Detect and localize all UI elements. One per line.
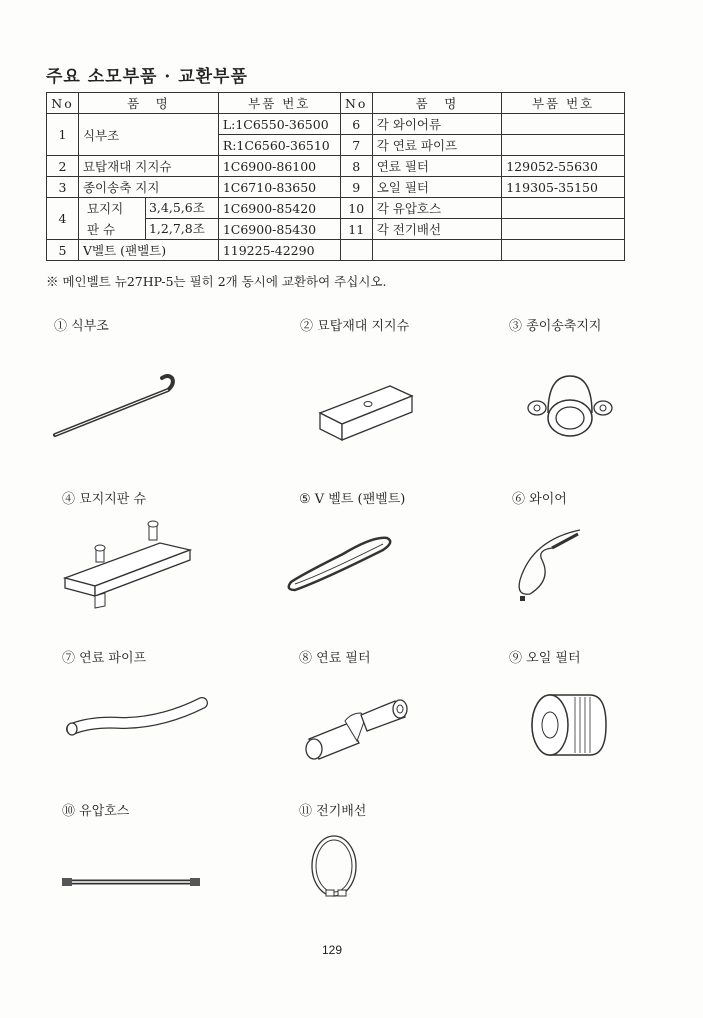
cell-part (502, 114, 625, 135)
cell-no: 9 (340, 177, 372, 198)
table-row (47, 156, 625, 177)
cell-no: 8 (340, 156, 372, 177)
caption-hydraulic-hose: ⑩ 유압호스 (62, 804, 130, 819)
v-belt-illustration (283, 530, 403, 596)
cell-no: 7 (340, 135, 372, 156)
table-header-row (47, 93, 625, 114)
parts-table (46, 92, 625, 261)
cell-sub: 3,4,5,6조 (146, 198, 218, 219)
cell-name: V벨트 (팬벨트) (78, 240, 218, 261)
cell-empty (372, 240, 502, 261)
cell-part (502, 198, 625, 219)
caption-planting-claw: ① 식부조 (54, 319, 109, 334)
seedling-support-shoe-illustration (60, 518, 195, 610)
cell-part: 1C6900-85420 (218, 198, 340, 219)
page-number: 129 (322, 943, 343, 957)
cell-part: 1C6900-85430 (218, 219, 340, 240)
wire-illustration (512, 520, 592, 610)
cell-name: 각 전기배선 (372, 219, 502, 240)
caption-feed-shaft-support: ③ 종이송축지지 (509, 319, 602, 334)
cell-no: 5 (47, 240, 79, 261)
cell-name: 오일 필터 (372, 177, 502, 198)
table-row (47, 114, 625, 135)
hydraulic-hose-illustration (60, 872, 202, 892)
cell-name: 각 유압호스 (372, 198, 502, 219)
caption-seedling-bed-shoe: ② 묘탑재대 지지슈 (300, 319, 410, 334)
header-part-number: 부품 번호 (502, 93, 625, 114)
cell-no: 1 (47, 114, 79, 156)
cell-name-split (78, 198, 218, 240)
header-no: No (340, 93, 372, 114)
cell-no: 4 (47, 198, 79, 240)
cell-part: R:1C6560-36510 (218, 135, 340, 156)
replacement-note: ※ 메인벨트 뉴27HP-5는 필히 2개 동시에 교환하여 주십시오. (46, 274, 387, 289)
cell-name: 묘탑재대 지지슈 (78, 156, 218, 177)
table-row (47, 240, 625, 261)
table-row (47, 177, 625, 198)
caption-wire: ⑥ 와이어 (512, 492, 567, 507)
cell-name: 식부조 (78, 114, 218, 156)
caption-v-belt: ⑤ V 벨트 (팬벨트) (299, 492, 406, 507)
cell-part: 119305-35150 (502, 177, 625, 198)
fuel-pipe-illustration (62, 693, 212, 743)
page-title: 주요 소모부품 · 교환부품 (46, 67, 248, 87)
cell-name: 각 연료 파이프 (372, 135, 502, 156)
cell-part: 129052-55630 (502, 156, 625, 177)
caption-fuel-pipe: ⑦ 연료 파이프 (62, 651, 147, 666)
cell-no: 10 (340, 198, 372, 219)
table-row (47, 198, 625, 219)
seedling-bed-shoe-illustration (312, 368, 422, 448)
cell-part: 1C6710-83650 (218, 177, 340, 198)
header-name: 품 명 (78, 93, 218, 114)
cell-name-bottom: 판 슈 (86, 221, 116, 237)
cell-name: 종이송축 지지 (78, 177, 218, 198)
feed-shaft-support-illustration (525, 358, 615, 448)
cell-no: 3 (47, 177, 79, 198)
cell-name: 연료 필터 (372, 156, 502, 177)
cell-part: 119225-42290 (218, 240, 340, 261)
cell-no: 11 (340, 219, 372, 240)
cell-sub: 1,2,7,8조 (148, 221, 205, 236)
header-name: 품 명 (372, 93, 502, 114)
cell-empty (340, 240, 372, 261)
cell-part (502, 135, 625, 156)
electric-wiring-illustration (304, 828, 364, 910)
cell-part: L:1C6550-36500 (218, 114, 340, 135)
fuel-filter-illustration (295, 683, 415, 763)
caption-electric-wiring: ⑪ 전기배선 (299, 804, 367, 819)
caption-fuel-filter: ⑧ 연료 필터 (299, 651, 371, 666)
cell-no: 6 (340, 114, 372, 135)
caption-seedling-support-shoe: ④ 묘지지판 슈 (62, 492, 147, 507)
cell-no: 2 (47, 156, 79, 177)
cell-name: 각 와이어류 (372, 114, 502, 135)
caption-oil-filter: ⑨ 오일 필터 (509, 651, 581, 666)
oil-filter-illustration (520, 683, 612, 763)
header-part-number: 부품 번호 (218, 93, 340, 114)
header-no: No (47, 93, 79, 114)
planting-claw-illustration (50, 370, 190, 440)
cell-empty (502, 240, 625, 261)
cell-part: 1C6900-86100 (218, 156, 340, 177)
cell-name-top: 묘지지 (86, 201, 124, 217)
cell-part (502, 219, 625, 240)
